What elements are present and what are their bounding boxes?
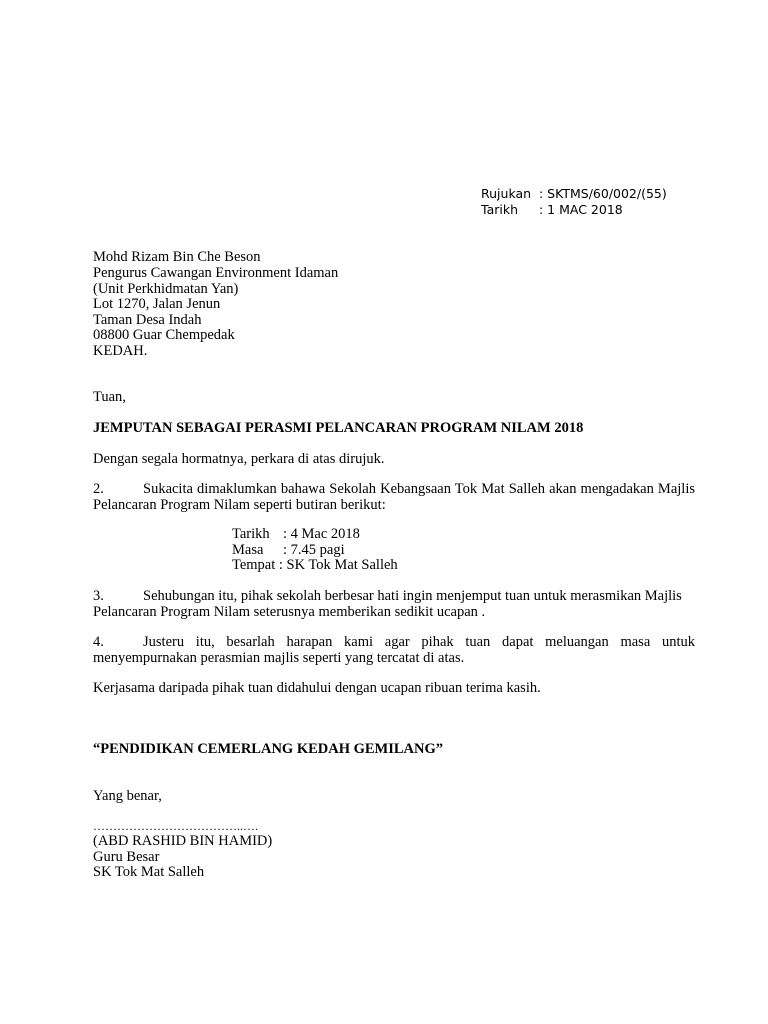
detail-value: : 7.45 pagi <box>283 542 345 558</box>
signoff: Yang benar, <box>93 788 162 804</box>
paragraph-number: 3. <box>93 588 104 604</box>
detail-label: Tempat <box>232 557 276 573</box>
reference-value: : SKTMS/60/002/(55) <box>539 186 667 201</box>
recipient-street: Lot 1270, Jalan Jenun <box>93 296 221 312</box>
date-value: : 1 MAC 2018 <box>539 202 623 217</box>
signature-dots: ………………………………..…. <box>93 819 258 833</box>
recipient-name: Mohd Rizam Bin Che Beson <box>93 249 261 265</box>
signatory-title: Guru Besar <box>93 849 160 865</box>
paragraph-text: Pelancaran Program Nilam seperti butiran berikut: <box>93 497 386 513</box>
paragraph-text: Justeru itu, besarlah harapan kami agar pihak tuan dapat meluangan masa untuk <box>143 634 695 650</box>
reference-line <box>481 186 667 201</box>
paragraph-text: Pelancaran Program Nilam seterusnya memberikan sedikit ucapan . <box>93 604 486 620</box>
recipient-unit: (Unit Perkhidmatan Yan) <box>93 281 239 297</box>
signatory-name: (ABD RASHID BIN HAMID) <box>93 833 273 849</box>
paragraph-text: Sehubungan itu, pihak sekolah berbesar hati ingin menjemput tuan untuk merasmikan Majlis <box>143 588 682 604</box>
recipient-area: Taman Desa Indah <box>93 312 202 328</box>
detail-label: Masa <box>232 542 264 558</box>
recipient-position: Pengurus Cawangan Environment Idaman <box>93 265 339 281</box>
paragraph-3 <box>93 588 695 620</box>
date-line <box>481 202 623 217</box>
detail-value: : SK Tok Mat Salleh <box>278 557 398 573</box>
detail-venue <box>232 557 398 573</box>
paragraph-number: 4. <box>93 634 104 650</box>
reference-label: Rujukan <box>481 186 532 201</box>
motto: “PENDIDIKAN CEMERLANG KEDAH GEMILANG” <box>93 741 444 757</box>
paragraph-4 <box>93 634 695 666</box>
closing-line: Kerjasama daripada pihak tuan didahului dengan ucapan ribuan terima kasih. <box>93 680 541 696</box>
salutation: Tuan, <box>93 389 126 405</box>
date-label: Tarikh <box>481 202 518 217</box>
detail-value: : 4 Mac 2018 <box>283 526 360 542</box>
detail-time <box>232 542 345 558</box>
recipient-postcode: 08800 Guar Chempedak <box>93 327 235 343</box>
detail-date <box>232 526 360 542</box>
paragraph-text: menyempurnakan perasmian majlis seperti yang tercatat di atas. <box>93 650 465 666</box>
opening-line: Dengan segala hormatnya, perkara di atas dirujuk. <box>93 451 385 467</box>
recipient-state: KEDAH. <box>93 343 148 359</box>
paragraph-number: 2. <box>93 481 104 497</box>
paragraph-2 <box>93 481 695 513</box>
detail-label: Tarikh <box>232 526 270 542</box>
subject-heading: JEMPUTAN SEBAGAI PERASMI PELANCARAN PROGRAM NILAM 2018 <box>93 420 584 436</box>
paragraph-text: Sukacita dimaklumkan bahawa Sekolah Kebangsaan Tok Mat Salleh akan mengadakan Majlis <box>143 481 695 497</box>
signatory-school: SK Tok Mat Salleh <box>93 864 205 880</box>
